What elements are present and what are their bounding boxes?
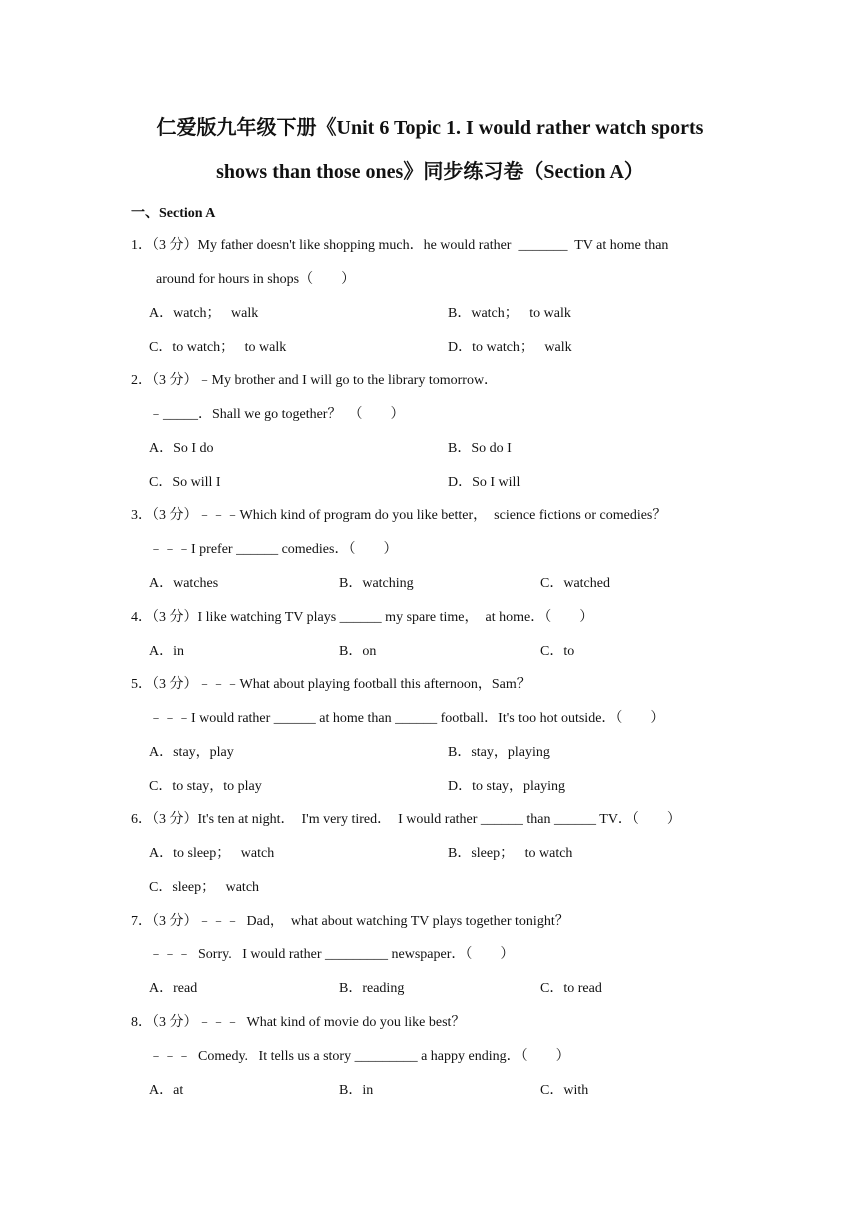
question-6-stem: 6．（3 分）It's ten at night． I'm very tired． I would rather ______ than ______ TV．（ ）: [131, 812, 681, 827]
question-6-option-c: C．sleep； watch: [149, 880, 260, 895]
question-6-option-b: B．sleep； to watch: [448, 846, 573, 861]
question-8-stem: 8．（3 分）﹣﹣﹣ What kind of movie do you like best？: [131, 1015, 466, 1030]
question-8-option-b: B．in: [339, 1083, 374, 1098]
question-3-option-a: A．watches: [149, 576, 219, 591]
question-6-option-a: A．to sleep； watch: [149, 846, 275, 861]
question-2-option-d: D．So I will: [448, 475, 521, 490]
question-4-stem: 4．（3 分）I like watching TV plays ______ my spare time， at home．（ ）: [131, 610, 594, 625]
question-3-option-c: C．watched: [540, 576, 610, 591]
question-1-option-c: C．to watch； to walk: [149, 340, 287, 355]
question-2-stem: 2．（3 分）﹣My brother and I will go to the library tomorrow．: [131, 373, 499, 388]
question-1-option-a: A．watch； walk: [149, 306, 259, 321]
section-heading: 一、Section A: [131, 206, 216, 221]
question-4-option-b: B．on: [339, 644, 377, 659]
question-7-stem: 7．（3 分）﹣﹣﹣ Dad， what about watching TV plays together tonight？: [131, 914, 569, 929]
question-1-option-d: D．to watch； walk: [448, 340, 572, 355]
question-5-option-c: C．to stay，to play: [149, 779, 262, 794]
question-5-option-d: D．to stay，playing: [448, 779, 566, 794]
question-5-continuation: ﹣﹣﹣I would rather ______ at home than ______ football．It's too hot outside．（ ）: [149, 711, 665, 726]
question-7-option-b: B．reading: [339, 981, 405, 996]
question-5-stem: 5．（3 分）﹣﹣﹣What about playing football this afternoon，Sam？: [131, 677, 531, 692]
question-1-stem: 1．（3 分）My father doesn't like shopping much．he would rather _______ TV at home than: [131, 238, 669, 253]
question-8-option-a: A．at: [149, 1083, 184, 1098]
document-title-line-2: shows than those ones》同步练习卷（Section A）: [216, 161, 644, 183]
question-3-option-b: B．watching: [339, 576, 414, 591]
question-2-option-b: B．So do I: [448, 441, 512, 456]
document-title-line-1: 仁爱版九年级下册《Unit 6 Topic 1. I would rather watch sports: [156, 117, 704, 139]
question-8-continuation: ﹣﹣﹣ Comedy. It tells us a story _________ a happy ending．（ ）: [149, 1049, 570, 1064]
question-1-option-b: B．watch； to walk: [448, 306, 571, 321]
question-2-option-c: C．So will I: [149, 475, 221, 490]
question-7-option-c: C．to read: [540, 981, 602, 996]
question-1-continuation: around for hours in shops（ ）: [149, 272, 356, 287]
question-5-option-a: A．stay，play: [149, 745, 234, 760]
question-7-option-a: A．read: [149, 981, 198, 996]
question-4-option-a: A．in: [149, 644, 184, 659]
question-7-continuation: ﹣﹣﹣ Sorry. I would rather _________ newspaper．（ ）: [149, 947, 515, 962]
question-2-continuation: ﹣_____．Shall we go together？ （ ）: [149, 407, 405, 422]
question-2-option-a: A．So I do: [149, 441, 214, 456]
question-8-option-c: C．with: [540, 1083, 589, 1098]
question-3-stem: 3．（3 分）﹣﹣﹣Which kind of program do you like better， science fictions or comedies？: [131, 508, 667, 523]
question-5-option-b: B．stay，playing: [448, 745, 550, 760]
question-3-continuation: ﹣﹣﹣I prefer ______ comedies．（ ）: [149, 542, 398, 557]
question-4-option-c: C．to: [540, 644, 575, 659]
